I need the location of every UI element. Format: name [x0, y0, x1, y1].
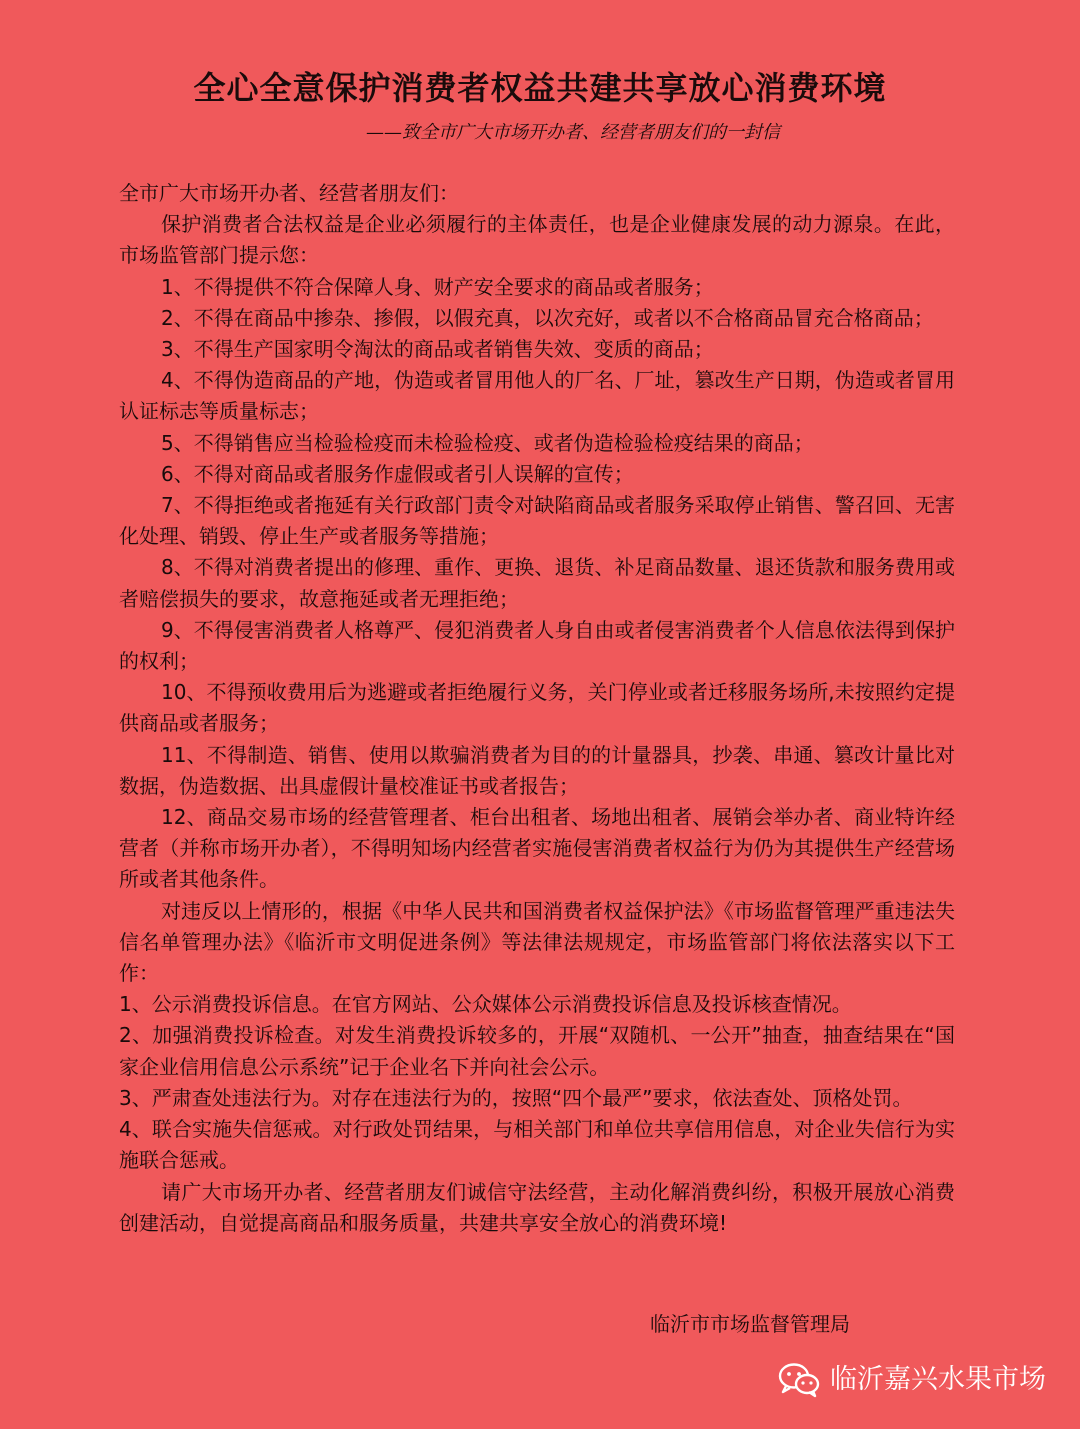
prohibition-item-3: 3、不得生产国家明令淘汰的商品或者销售失效、变质的商品； — [161, 337, 714, 362]
letter-title: 全心全意保护消费者权益共建共享放心消费环境 — [193, 69, 887, 107]
prohibition-item-2: 2、不得在商品中掺杂、掺假，以假充真，以次充好，或者以不合格商品冒充合格商品； — [161, 305, 934, 330]
enforcement-intro: 对违反以上情形的，根据《中华人民共和国消费者权益保护法》《市场监督管理严重违法失信名单管理办法》《临沂市文明促进条例》等法律法规规定，市场监管部门将依法落实以下工作： — [119, 898, 955, 986]
wechat-icon — [778, 1362, 820, 1398]
watermark-text: 临沂嘉兴水果市场 — [830, 1364, 1046, 1395]
intro-paragraph: 保护消费者合法权益是企业必须履行的主体责任，也是企业健康发展的动力源泉。在此，市场监管部门提示您： — [119, 212, 955, 268]
prohibition-item-6: 6、不得对商品或者服务作虚假或者引人误解的宣传； — [161, 461, 634, 486]
prohibition-item-4: 4、不得伪造商品的产地，伪造或者冒用他人的厂名、厂址，篡改生产日期，伪造或者冒用认证标志等质量标志； — [119, 368, 955, 424]
salutation: 全市广大市场开办者、经营者朋友们： — [119, 181, 459, 205]
prohibition-item-9: 9、不得侵害消费者人格尊严、侵犯消费者人身自由或者侵害消费者个人信息依法得到保护的权利； — [119, 617, 955, 674]
prohibition-item-12: 12、商品交易市场的经营管理者、柜台出租者、场地出租者、展销会举办者、商业特许经营者（并称市场开办者），不得明知场内经营者实施侵害消费者权益行为仍为其提供生产经营场所或者其他条件。 — [119, 805, 955, 892]
enforcement-item-1: 1、公示消费投诉信息。在官方网站、公众媒体公示消费投诉信息及投诉核查情况。 — [119, 992, 852, 1017]
letter-body — [119, 178, 955, 1239]
prohibition-item-1: 1、不得提供不符合保障人身、财产安全要求的商品或者服务； — [161, 274, 714, 299]
signature: 临沂市市场监督管理局 — [650, 1312, 850, 1336]
watermark — [778, 1360, 1046, 1400]
prohibition-item-11: 11、不得制造、销售、使用以欺骗消费者为目的的计量器具，抄袭、串通、篡改计量比对数据，伪造数据、出具虚假计量校准证书或者报告； — [119, 742, 955, 798]
closing-paragraph: 请广大市场开办者、经营者朋友们诚信守法经营，主动化解消费纠纷，积极开展放心消费创建活动，自觉提高商品和服务质量，共建共享安全放心的消费环境! — [119, 1179, 955, 1235]
prohibition-item-8: 8、不得对消费者提出的修理、重作、更换、退货、补足商品数量、退还货款和服务费用或者赔偿损失的要求，故意拖延或者无理拒绝； — [119, 555, 955, 611]
enforcement-item-3: 3、严肃查处违法行为。对存在违法行为的，按照“四个最严”要求，依法查处、顶格处罚。 — [119, 1085, 913, 1110]
letter-subtitle: ——致全市广大市场开办者、经营者朋友们的一封信 — [366, 122, 780, 143]
enforcement-item-4: 4、联合实施失信惩戒。对行政处罚结果，与相关部门和单位共享信用信息，对企业失信行为实施联合惩戒。 — [119, 1117, 955, 1173]
prohibition-item-7: 7、不得拒绝或者拖延有关行政部门责令对缺陷商品或者服务采取停止销售、警召回、无害化处理、销毁、停止生产或者服务等措施； — [119, 493, 955, 549]
prohibition-item-10: 10、不得预收费用后为逃避或者拒绝履行义务，关门停业或者迁移服务场所,未按照约定提供商品或者服务； — [119, 680, 955, 736]
enforcement-item-2: 2、加强消费投诉检查。对发生消费投诉较多的，开展“双随机、一公开”抽查，抽查结果在“国家企业信用信息公示系统”记于企业名下并向社会公示。 — [119, 1023, 955, 1079]
prohibition-item-5: 5、不得销售应当检验检疫而未检验检疫、或者伪造检验检疫结果的商品； — [161, 430, 814, 455]
